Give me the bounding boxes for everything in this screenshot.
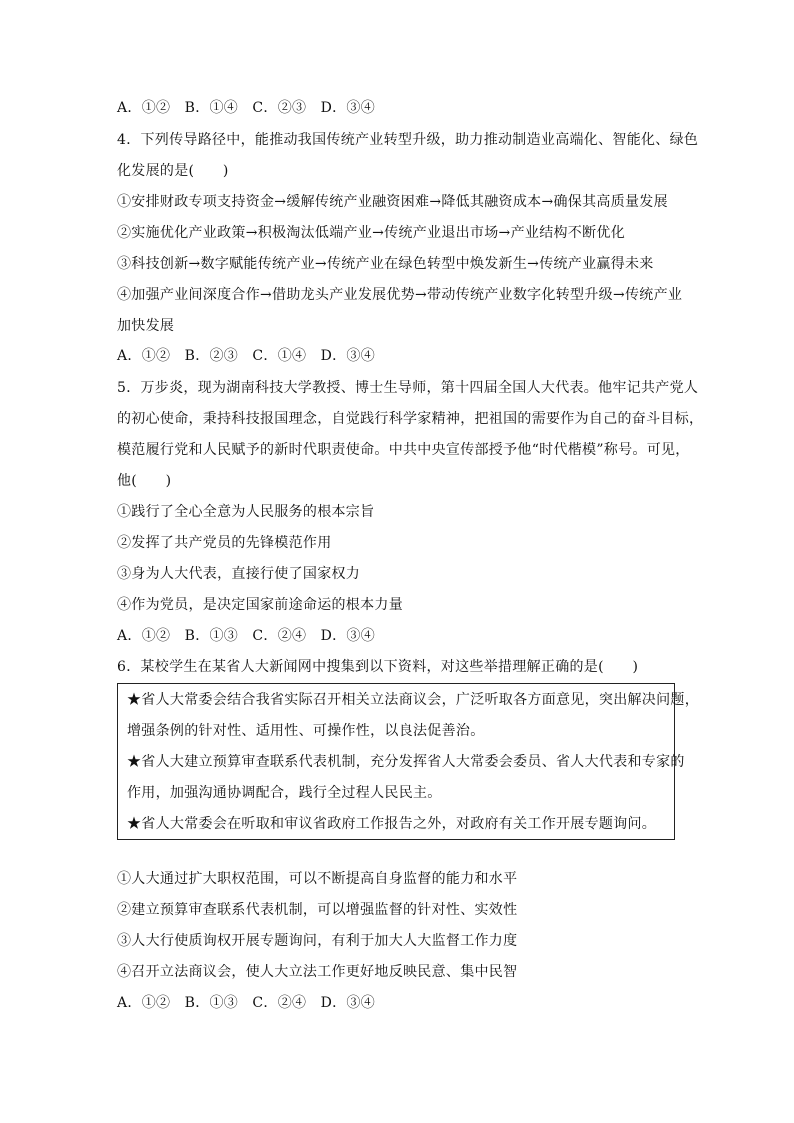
q6-item-1: ①人大通过扩大职权范围，可以不断提高自身监督的能力和水平 bbox=[117, 871, 518, 887]
q6-item-3: ③人大行使质询权开展专题询问，有利于加大人大监督工作力度 bbox=[117, 933, 518, 949]
q6-box-line-2: 增强条例的针对性、适用性、可操作性，以良法促善治。 bbox=[127, 723, 485, 739]
q4-item-2: ②实施优化产业政策→积极淘汰低端产业→传统产业退出市场→产业结构不断优化 bbox=[117, 225, 625, 241]
q4-item-1: ①安排财政专项支持资金→缓解传统产业融资困难→降低其融资成本→确保其高质量发展 bbox=[117, 194, 668, 210]
q6-stem: 6．某校学生在某省人大新闻网中搜集到以下资料，对这些举措理解正确的是( ) bbox=[117, 659, 639, 675]
q3-options: A．①② B．①④ C．②③ D．③④ bbox=[117, 100, 376, 116]
q5-item-1: ①践行了全心全意为人民服务的根本宗旨 bbox=[117, 504, 375, 520]
q5-stem-line-2: 的初心使命，秉持科技报国理念，自觉践行科学家精神，把祖国的需要作为自己的奋斗目标， bbox=[117, 411, 704, 427]
q6-box-line-3: ★省人大建立预算审查联系代表机制，充分发挥省人大常委会委员、省人大代表和专家的 bbox=[127, 754, 685, 770]
q6-material-box bbox=[117, 683, 699, 840]
q6-item-4: ④召开立法商议会，使人大立法工作更好地反映民意、集中民智 bbox=[117, 964, 518, 980]
q5-item-3: ③身为人大代表，直接行使了国家权力 bbox=[117, 566, 361, 582]
q5-options: A．①② B．①③ C．②④ D．③④ bbox=[117, 628, 376, 644]
q4-stem-line-2: 化发展的是( ) bbox=[117, 163, 229, 179]
q5-item-2: ②发挥了共产党员的先锋模范作用 bbox=[117, 535, 332, 551]
q6-item-2: ②建立预算审查联系代表机制，可以增强监督的针对性、实效性 bbox=[117, 902, 518, 918]
q4-item-3: ③科技创新→数字赋能传统产业→传统产业在绿色转型中焕发新生→传统产业赢得未来 bbox=[117, 256, 654, 272]
q5-stem-line-1: 5．万步炎，现为湖南科技大学教授、博士生导师，第十四届全国人大代表。他牢记共产党人 bbox=[117, 380, 699, 396]
q4-item-4-line-2: 加快发展 bbox=[117, 318, 175, 334]
q6-box-line-1: ★省人大常委会结合我省实际召开相关立法商议会，广泛听取各方面意见，突出解决问题， bbox=[127, 692, 699, 708]
q6-options: A．①② B．①③ C．②④ D．③④ bbox=[117, 995, 376, 1011]
q4-item-4-line-1: ④加强产业间深度合作→借助龙头产业发展优势→带动传统产业数字化转型升级→传统产业 bbox=[117, 287, 683, 303]
q6-box-line-4: 作用，加强沟通协调配合，践行全过程人民民主。 bbox=[127, 785, 442, 801]
q4-options: A．①② B．②③ C．①④ D．③④ bbox=[117, 348, 376, 364]
q6-box-line-5: ★省人大常委会在听取和审议省政府工作报告之外，对政府有关工作开展专题询问。 bbox=[127, 816, 657, 832]
q5-stem-line-4: 他( ) bbox=[117, 473, 172, 489]
q5-item-4: ④作为党员，是决定国家前途命运的根本力量 bbox=[117, 597, 403, 613]
q5-stem-line-3: 模范履行党和人民赋予的新时代职责使命。中共中央宣传部授予他“时代楷模”称号。可见， bbox=[117, 442, 690, 458]
q4-stem-line-1: 4．下列传导路径中，能推动我国传统产业转型升级，助力推动制造业高端化、智能化、绿色 bbox=[117, 132, 699, 148]
